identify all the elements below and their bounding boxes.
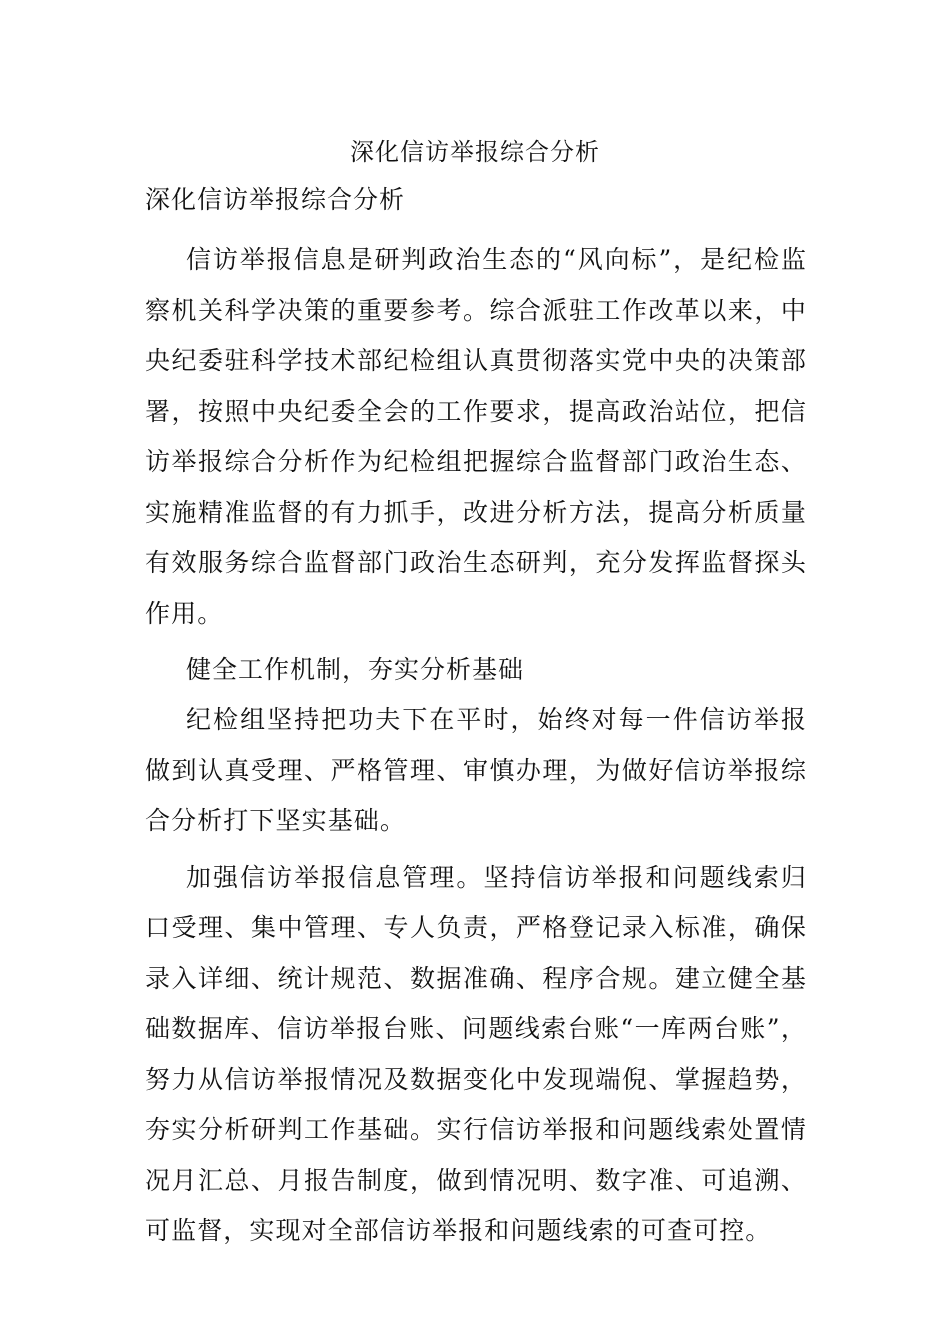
paragraph-info-management: 加强信访举报信息管理。坚持信访举报和问题线索归口受理、集中管理、专人负责，严格登记录入标准，确保录入详细、统计规范、数据准确、程序合规。建立健全基础数据库、信访举报台账、问题线索台账“一库两台账”，努力从信访举报情况及数据变化中发现端倪、掌握趋势，夯实分析研判工作基础。实行信访举报和问题线索处置情况月汇总、月报告制度，做到情况明、数字准、可追溯、可监督，实现对全部信访举报和问题线索的可查可控。 — [145, 862, 807, 1245]
paragraph-intro: 信访举报信息是研判政治生态的“风向标”，是纪检监察机关科学决策的重要参考。综合派驻工作改革以来，中央纪委驻科学技术部纪检组认真贯彻落实党中央的决策部署，按照中央纪委全会的工作要求，提高政治站位，把信访举报综合分析作为纪检组把握综合监督部门政治生态、实施精准监督的有力抓手，改进分析方法，提高分析质量有效服务综合监督部门政治生态研判，充分发挥监督探头作用。 — [145, 245, 807, 628]
document-body — [145, 180, 807, 1257]
document-title: 深化信访举报综合分析 — [350, 138, 600, 166]
paragraph-section-intro: 纪检组坚持把功夫下在平时，始终对每一件信访举报做到认真受理、严格管理、审慎办理，为做好信访举报综合分析打下坚实基础。 — [145, 705, 807, 835]
document-subtitle: 深化信访举报综合分析 — [145, 185, 406, 214]
section-heading: 健全工作机制，夯实分析基础 — [186, 655, 525, 684]
